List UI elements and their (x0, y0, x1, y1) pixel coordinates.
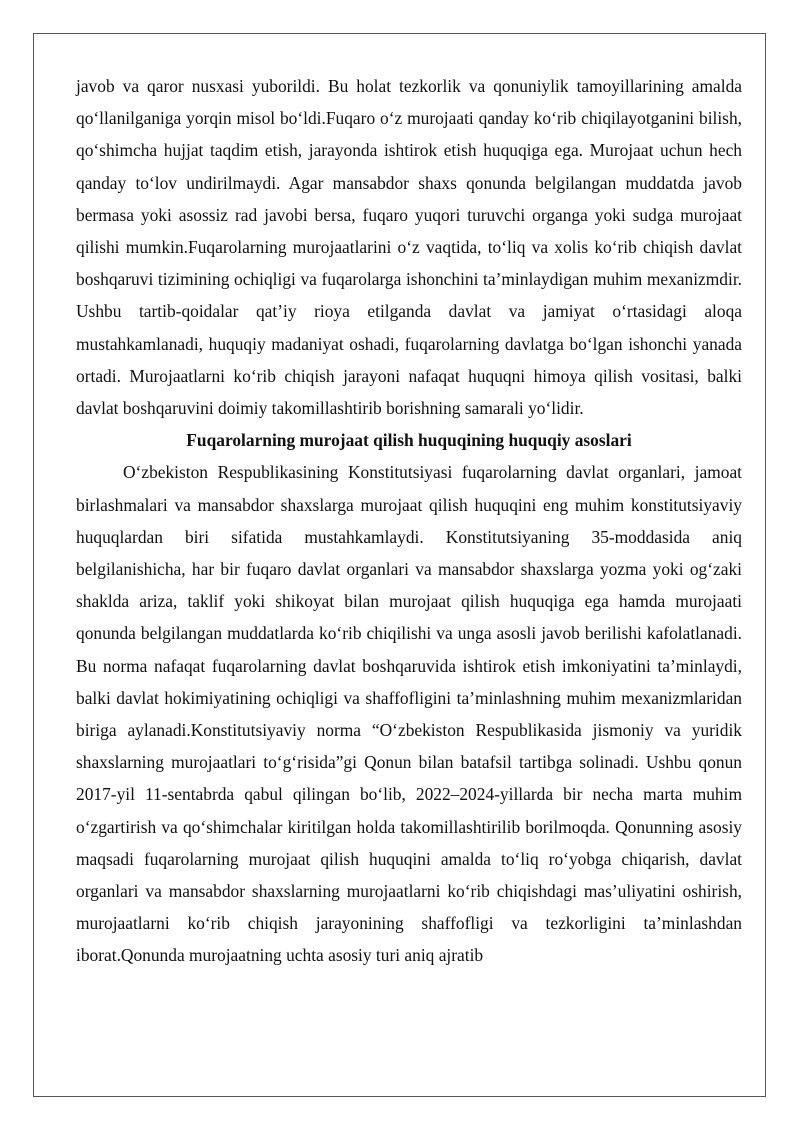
paragraph-continuation: javob va qaror nusxasi yuborildi. Bu holat tezkorlik va qonuniylik tamoyillarining amalda qo‘llanilganiga yorqin misol bo‘ldi.Fuqaro o‘z murojaati qanday ko‘rib chiqilayotganini bilish, qo‘shimcha hujjat taqdim etish, jarayonda ishtirok etish huquqiga ega. Murojaat uchun hech qanday to‘lov undirilmaydi. Agar mansabdor shaxs qonunda belgilangan muddatda javob bermasa yoki asossiz rad javobi bersa, fuqaro yuqori turuvchi organga yoki sudga murojaat qilishi mumkin.Fuqarolarning murojaatlarini o‘z vaqtida, to‘liq va xolis ko‘rib chiqish davlat boshqaruvi tizimining ochiqligi va fuqarolarga ishonchini ta’minlaydigan muhim mexanizmdir. Ushbu tartib-qoidalar qat’iy rioya etilganda davlat va jamiyat o‘rtasidagi aloqa mustahkamlanadi, huquqiy madaniyat oshadi, fuqarolarning davlatga bo‘lgan ishonchi yanada ortadi. Murojaatlarni ko‘rib chiqish jarayoni nafaqat huquqni himoya qilish vositasi, balki davlat boshqaruvini doimiy takomillashtirib borishning samarali yo‘lidir. (76, 76, 742, 419)
document-body (76, 70, 742, 972)
section-heading: Fuqarolarning murojaat qilish huquqining huquqiy asoslari (186, 430, 632, 451)
paragraph-legal-basis: O‘zbekiston Respublikasining Konstitutsiyasi fuqarolarning davlat organlari, jamoat birlashmalari va mansabdor shaxslarga murojaat qilish huquqini eng muhim konstitutsiyaviy huquqlardan biri sifatida mustahkamlaydi. Konstitutsiyaning 35-moddasida aniq belgilanishicha, har bir fuqaro davlat organlari va mansabdor shaxslarga yozma yoki og‘zaki shaklda ariza, taklif yoki shikoyat bilan murojaat qilish huquqiga ega hamda murojaati qonunda belgilangan muddatlarda ko‘rib chiqilishi va unga asosli javob berilishi kafolatlanadi. Bu norma nafaqat fuqarolarning davlat boshqaruvida ishtirok etish imkoniyatini ta’minlaydi, balki davlat hokimiyatining ochiqligi va shaffofligini ta’minlashning muhim mexanizmlaridan biriga aylanadi.Konstitutsiyaviy norma “O‘zbekiston Respublikasida jismoniy va yuridik shaxslarning murojaatlari to‘g‘risida”gi Qonun bilan batafsil tartibga solinadi. Ushbu qonun 2017-yil 11-sentabrda qabul qilingan bo‘lib, 2022–2024-yillarda bir necha marta muhim o‘zgartirish va qo‘shimchalar kiritilgan holda takomillashtirilib borilmoqda. Qonunning asosiy maqsadi fuqarolarning murojaat qilish huquqini amalda to‘liq ro‘yobga chiqarish, davlat organlari va mansabdor shaxslarning murojaatlarni ko‘rib chiqishdagi mas’uliyatini oshirish, murojaatlarni ko‘rib chiqish jarayonining shaffofligi va tezkorligini ta’minlashdan iborat.Qonunda murojaatning uchta asosiy turi aniq ajratib (76, 462, 742, 966)
